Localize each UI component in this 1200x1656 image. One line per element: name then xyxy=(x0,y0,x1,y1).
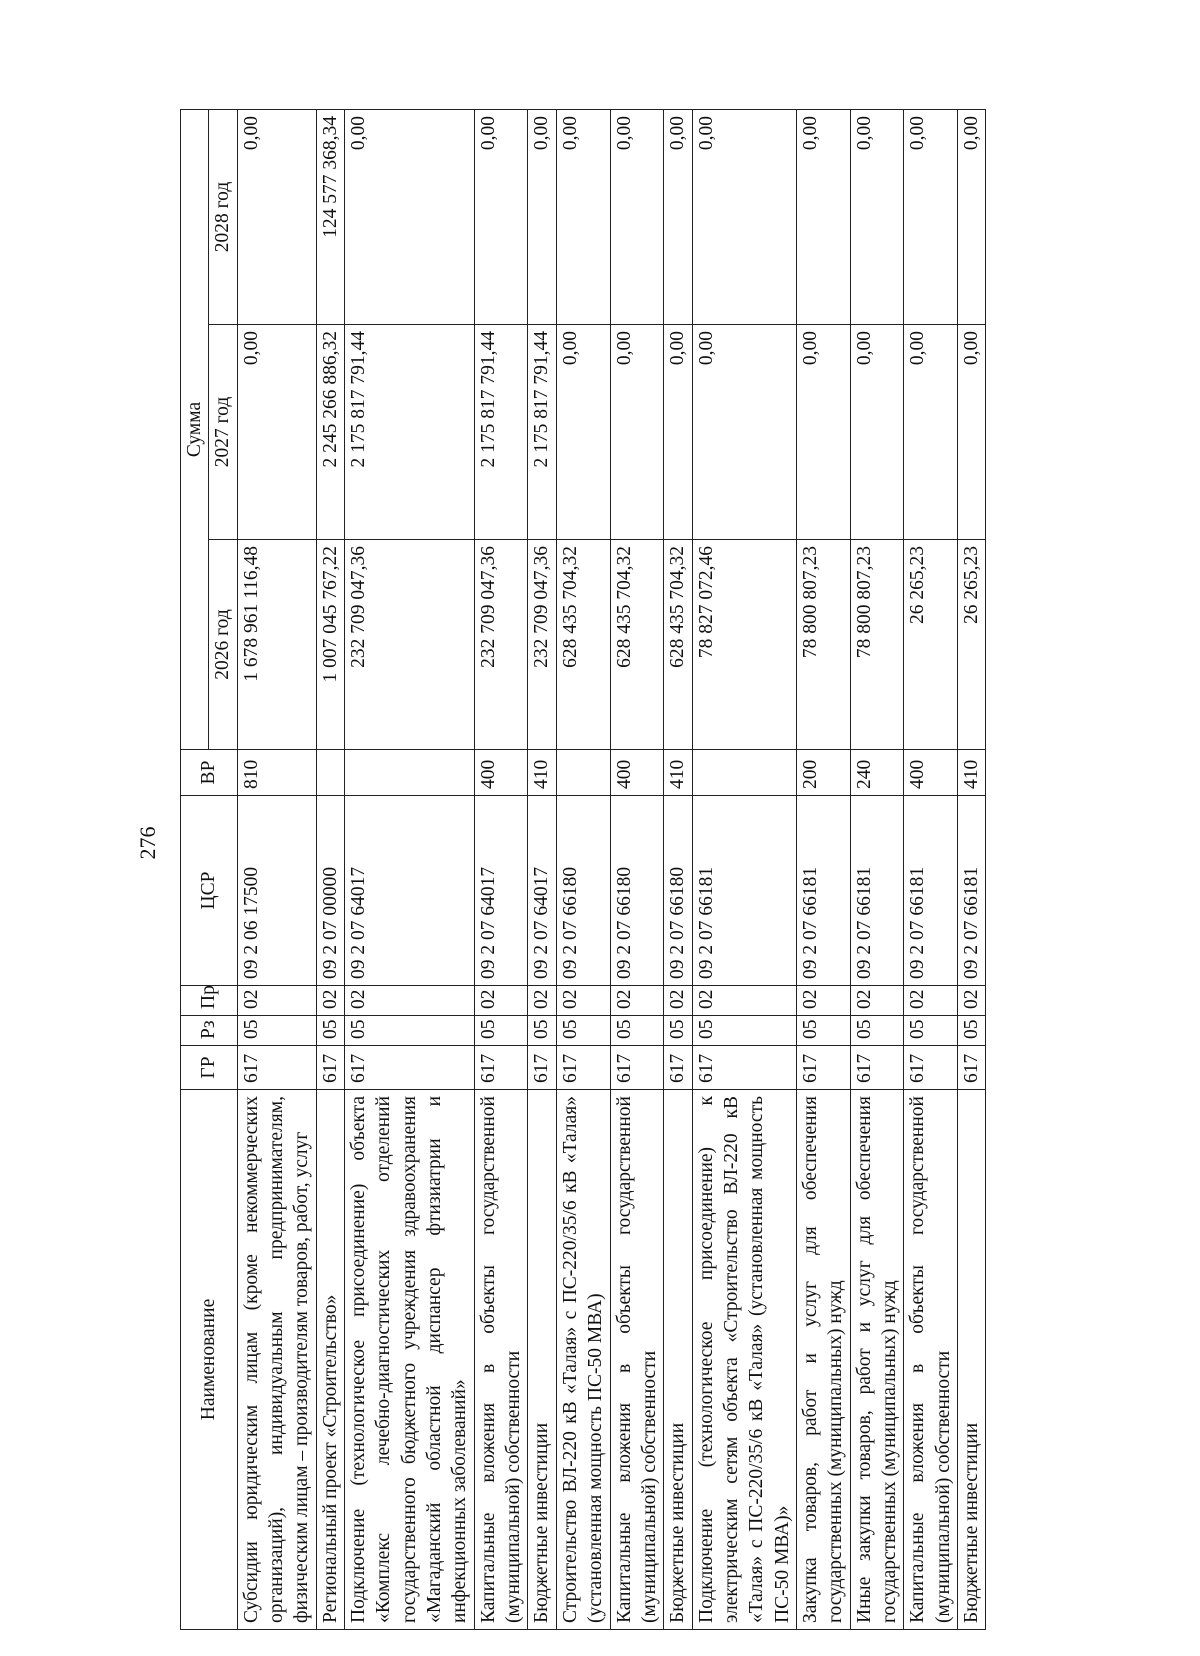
cell-csr: 09 2 07 66181 xyxy=(957,796,985,986)
cell-gr: 617 xyxy=(316,1046,344,1090)
cell-csr: 09 2 07 64017 xyxy=(528,796,556,986)
cell-sum-2027: 2 175 817 791,44 xyxy=(474,325,528,540)
cell-name: Капитальные вложения в объекты государственной (муниципальной) собственности xyxy=(904,1090,958,1630)
header-vr: ВР xyxy=(181,750,238,796)
cell-sum-2028: 124 577 368,34 xyxy=(316,109,344,324)
cell-sum-2026: 628 435 704,32 xyxy=(610,540,664,750)
cell-sum-2028: 0,00 xyxy=(528,109,556,324)
cell-sum-2026: 78 800 807,23 xyxy=(850,540,904,750)
cell-vr xyxy=(556,750,610,796)
cell-gr: 617 xyxy=(345,1046,475,1090)
cell-name: Капитальные вложения в объекты государственной (муниципальной) собственности xyxy=(610,1090,664,1630)
cell-rz: 05 xyxy=(664,1016,692,1046)
cell-csr: 09 2 07 66181 xyxy=(850,796,904,986)
cell-csr: 09 2 07 66180 xyxy=(664,796,692,986)
cell-vr: 240 xyxy=(850,750,904,796)
table-row xyxy=(528,109,556,1629)
cell-pr: 02 xyxy=(237,986,316,1016)
cell-sum-2028: 0,00 xyxy=(345,109,475,324)
cell-vr: 410 xyxy=(528,750,556,796)
cell-pr: 02 xyxy=(610,986,664,1016)
cell-pr: 02 xyxy=(904,986,958,1016)
cell-sum-2027: 0,00 xyxy=(692,325,796,540)
cell-rz: 05 xyxy=(237,1016,316,1046)
cell-sum-2026: 1 007 045 767,22 xyxy=(316,540,344,750)
cell-csr: 09 2 07 64017 xyxy=(474,796,528,986)
table-row xyxy=(850,109,904,1629)
cell-sum-2028: 0,00 xyxy=(610,109,664,324)
cell-sum-2027: 2 175 817 791,44 xyxy=(345,325,475,540)
cell-sum-2026: 78 800 807,23 xyxy=(796,540,850,750)
cell-csr: 09 2 07 00000 xyxy=(316,796,344,986)
cell-sum-2027: 0,00 xyxy=(664,325,692,540)
cell-rz: 05 xyxy=(556,1016,610,1046)
cell-gr: 617 xyxy=(237,1046,316,1090)
cell-csr: 09 2 07 66181 xyxy=(904,796,958,986)
budget-table xyxy=(180,109,986,1630)
cell-rz: 05 xyxy=(316,1016,344,1046)
cell-pr: 02 xyxy=(692,986,796,1016)
cell-gr: 617 xyxy=(528,1046,556,1090)
cell-vr xyxy=(692,750,796,796)
table-row xyxy=(474,109,528,1629)
table-body xyxy=(237,109,986,1629)
cell-rz: 05 xyxy=(796,1016,850,1046)
cell-sum-2027: 0,00 xyxy=(850,325,904,540)
cell-vr xyxy=(316,750,344,796)
cell-vr: 810 xyxy=(237,750,316,796)
cell-csr: 09 2 07 66181 xyxy=(692,796,796,986)
cell-rz: 05 xyxy=(610,1016,664,1046)
header-rz: Рз xyxy=(181,1016,238,1046)
table-row xyxy=(237,109,316,1629)
cell-pr: 02 xyxy=(316,986,344,1016)
cell-gr: 617 xyxy=(957,1046,985,1090)
cell-gr: 617 xyxy=(474,1046,528,1090)
cell-sum-2027: 2 245 266 886,32 xyxy=(316,325,344,540)
cell-csr: 09 2 07 66180 xyxy=(610,796,664,986)
cell-name: Региональный проект «Строительство» xyxy=(316,1090,344,1630)
cell-sum-2028: 0,00 xyxy=(474,109,528,324)
cell-sum-2027: 0,00 xyxy=(957,325,985,540)
cell-gr: 617 xyxy=(556,1046,610,1090)
cell-name: Субсидии юридическим лицам (кроме некоммерческих организаций), индивидуальным предпринимателям, физическим лицам – производителям товаров, работ, услуг xyxy=(237,1090,316,1630)
page-number: 276 xyxy=(135,826,160,860)
cell-vr: 400 xyxy=(610,750,664,796)
table-header-row xyxy=(181,109,209,1629)
table-row xyxy=(316,109,344,1629)
cell-name: Подключение (технологическое присоединение) к электрическим сетям объекта «Строительство ВЛ-220 кВ «Талая» с ПС-220/35/6 кВ «Талая» (установленная мощность ПС-50 МВА)» xyxy=(692,1090,796,1630)
cell-vr: 400 xyxy=(474,750,528,796)
cell-rz: 05 xyxy=(850,1016,904,1046)
table-row xyxy=(957,109,985,1629)
cell-csr: 09 2 07 64017 xyxy=(345,796,475,986)
cell-csr: 09 2 07 66180 xyxy=(556,796,610,986)
cell-csr: 09 2 07 66181 xyxy=(796,796,850,986)
cell-sum-2026: 232 709 047,36 xyxy=(474,540,528,750)
cell-name: Подключение (технологическое присоединение) объекта «Комплекс лечебно-диагностических отделений государственного бюджетного учреждения здравоохранения «Магаданский областной диспансер фтизиатрии и инфекционных заболеваний» xyxy=(345,1090,475,1630)
cell-sum-2028: 0,00 xyxy=(796,109,850,324)
cell-sum-2028: 0,00 xyxy=(904,109,958,324)
header-sum: Сумма xyxy=(181,109,209,749)
header-gr: ГР xyxy=(181,1046,238,1090)
cell-gr: 617 xyxy=(692,1046,796,1090)
cell-sum-2028: 0,00 xyxy=(957,109,985,324)
cell-rz: 05 xyxy=(957,1016,985,1046)
cell-sum-2026: 1 678 961 116,48 xyxy=(237,540,316,750)
cell-pr: 02 xyxy=(957,986,985,1016)
cell-sum-2026: 628 435 704,32 xyxy=(556,540,610,750)
header-2027: 2027 год xyxy=(209,325,237,540)
cell-gr: 617 xyxy=(904,1046,958,1090)
cell-csr: 09 2 06 17500 xyxy=(237,796,316,986)
header-csr: ЦСР xyxy=(181,796,238,986)
table-row xyxy=(345,109,475,1629)
cell-name: Закупка товаров, работ и услуг для обеспечения государственных (муниципальных) нужд xyxy=(796,1090,850,1630)
cell-pr: 02 xyxy=(664,986,692,1016)
cell-sum-2026: 232 709 047,36 xyxy=(345,540,475,750)
cell-name: Иные закупки товаров, работ и услуг для обеспечения государственных (муниципальных) нужд xyxy=(850,1090,904,1630)
cell-sum-2026: 628 435 704,32 xyxy=(664,540,692,750)
cell-pr: 02 xyxy=(850,986,904,1016)
cell-vr: 400 xyxy=(904,750,958,796)
cell-rz: 05 xyxy=(528,1016,556,1046)
cell-name: Бюджетные инвестиции xyxy=(957,1090,985,1630)
cell-rz: 05 xyxy=(474,1016,528,1046)
cell-sum-2027: 0,00 xyxy=(610,325,664,540)
cell-vr xyxy=(345,750,475,796)
cell-gr: 617 xyxy=(610,1046,664,1090)
cell-rz: 05 xyxy=(345,1016,475,1046)
cell-pr: 02 xyxy=(556,986,610,1016)
table-row xyxy=(556,109,610,1629)
cell-pr: 02 xyxy=(474,986,528,1016)
cell-vr: 200 xyxy=(796,750,850,796)
cell-sum-2027: 2 175 817 791,44 xyxy=(528,325,556,540)
table-row xyxy=(664,109,692,1629)
table-row xyxy=(796,109,850,1629)
cell-sum-2028: 0,00 xyxy=(556,109,610,324)
cell-sum-2027: 0,00 xyxy=(556,325,610,540)
cell-name: Капитальные вложения в объекты государственной (муниципальной) собственности xyxy=(474,1090,528,1630)
cell-sum-2027: 0,00 xyxy=(796,325,850,540)
cell-sum-2026: 26 265,23 xyxy=(904,540,958,750)
cell-name: Бюджетные инвестиции xyxy=(528,1090,556,1630)
table-row xyxy=(610,109,664,1629)
cell-gr: 617 xyxy=(796,1046,850,1090)
header-pr: Пр xyxy=(181,986,238,1016)
cell-gr: 617 xyxy=(664,1046,692,1090)
cell-sum-2026: 232 709 047,36 xyxy=(528,540,556,750)
cell-rz: 05 xyxy=(904,1016,958,1046)
cell-gr: 617 xyxy=(850,1046,904,1090)
cell-pr: 02 xyxy=(796,986,850,1016)
cell-name: Строительство ВЛ-220 кВ «Талая» с ПС-220/35/6 кВ «Талая» (установленная мощность ПС-50 МВА) xyxy=(556,1090,610,1630)
cell-vr: 410 xyxy=(664,750,692,796)
cell-sum-2026: 78 827 072,46 xyxy=(692,540,796,750)
cell-pr: 02 xyxy=(345,986,475,1016)
cell-sum-2028: 0,00 xyxy=(237,109,316,324)
rotated-table-container xyxy=(180,110,1010,1630)
cell-pr: 02 xyxy=(528,986,556,1016)
cell-sum-2027: 0,00 xyxy=(904,325,958,540)
cell-sum-2028: 0,00 xyxy=(850,109,904,324)
table-row xyxy=(692,109,796,1629)
cell-sum-2028: 0,00 xyxy=(664,109,692,324)
cell-sum-2026: 26 265,23 xyxy=(957,540,985,750)
header-2026: 2026 год xyxy=(209,540,237,750)
cell-vr: 410 xyxy=(957,750,985,796)
cell-sum-2028: 0,00 xyxy=(692,109,796,324)
header-2028: 2028 год xyxy=(209,109,237,324)
header-name: Наименование xyxy=(181,1090,238,1630)
cell-rz: 05 xyxy=(692,1016,796,1046)
cell-name: Бюджетные инвестиции xyxy=(664,1090,692,1630)
cell-sum-2027: 0,00 xyxy=(237,325,316,540)
table-row xyxy=(904,109,958,1629)
